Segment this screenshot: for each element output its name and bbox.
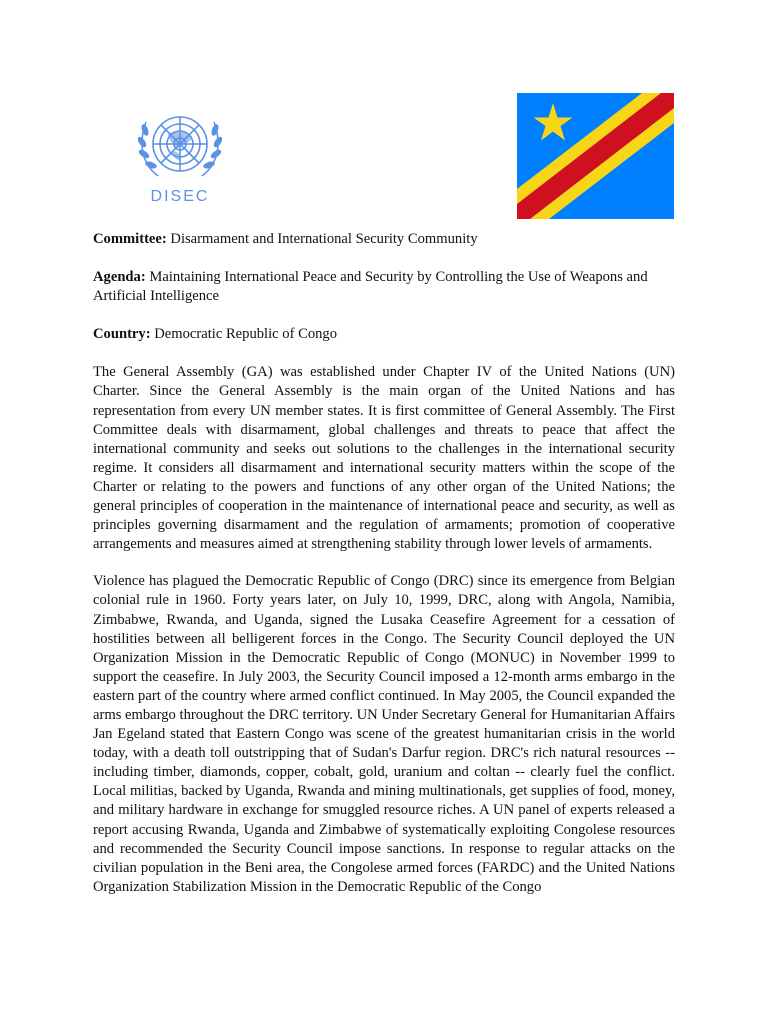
disec-logo-text: DISEC bbox=[150, 188, 210, 205]
committee-label: Committee: bbox=[93, 231, 167, 247]
agenda-line bbox=[93, 268, 675, 306]
agenda-value: Maintaining International Peace and Security by Controlling the Use of Weapons and Artificial Intelligence bbox=[93, 269, 648, 305]
agenda-label: Agenda: bbox=[93, 269, 146, 286]
committee-value: Disarmament and International Security Community bbox=[170, 231, 478, 247]
paragraph-general-assembly: The General Assembly (GA) was established under Chapter IV of the United Nations (UN) Charter. Since the General Assembly is the main organ of the United Nations and has representation from every UN member states. It is first committee of General Assembly. The First Committee deals with disarmament, global challenges and threats to peace that affect the international community and seeks out solutions to the challenges in the international security regime. It considers all disarmament and international security matters within the scope of the Charter or relating to the powers and functions of any other organ of the United Nations; the general principles of cooperation in the maintenance of international peace and security, as well as principles governing disarmament and the regulation of armaments; promotion of cooperative arrangements and measures aimed at strengthening stability through lower levels of armaments. bbox=[93, 364, 675, 553]
disec-logo bbox=[120, 100, 270, 218]
country-line bbox=[93, 325, 675, 344]
paragraph-drc-conflict: Violence has plagued the Democratic Republic of Congo (DRC) since its emergence from Belgian colonial rule in 1960. Forty years later, on July 10, 1999, DRC, along with Angola, Namibia, Zimbabwe, Rwanda, and Uganda, signed the Lusaka Ceasefire Agreement for a cessation of hostilities between all belligerent forces in the Congo. The Security Council deployed the UN Organization Mission in the Democratic Republic of Congo (MONUC) in November 1999 to support the ceasefire. In July 2003, the Security Council imposed a 12-month arms embargo in the eastern part of the country where armed conflict continued. In May 2005, the Council expanded the arms embargo throughout the DRC territory. UN Under Secretary General for Humanitarian Affairs Jan Egeland stated that Eastern Congo was scene of the greatest humanitarian crisis in the world today, with a death toll outstripping that of Sudan's Darfur region. DRC's rich natural resources -- including timber, diamonds, copper, cobalt, gold, uranium and coltan -- clearly fuel the conflict. Local militias, backed by Uganda, Rwanda and mining multinationals, get supplies of food, money, and military hardware in exchange for smuggled resource riches. A UN panel of experts released a report accusing Rwanda, Uganda and Zimbabwe of systematically exploiting Congolese resources and recommended the Security Council impose sanctions. In response to regular attacks on the civilian population in the Beni area, the Congolese armed forces (FARDC) and the United Nations Organization Stabilization Mission in the Democratic Republic of the Congo bbox=[93, 573, 675, 895]
drc-flag-icon bbox=[517, 93, 674, 219]
document-body bbox=[93, 230, 675, 915]
committee-line bbox=[93, 230, 675, 249]
country-value: Democratic Republic of Congo bbox=[154, 326, 338, 343]
country-label: Country: bbox=[93, 326, 151, 343]
un-emblem-icon bbox=[120, 100, 240, 190]
